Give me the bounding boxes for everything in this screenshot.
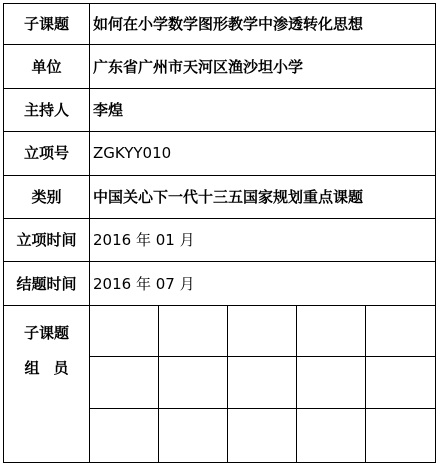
project-info-table: [3, 3, 436, 463]
member-slot: [366, 305, 436, 357]
row-end-date: [4, 262, 436, 305]
host-value: 李煌: [90, 88, 436, 131]
start-date-label: 立项时间: [4, 218, 90, 261]
members-label-line1: 子课题: [23, 323, 69, 342]
members-label-cell: [4, 305, 90, 462]
member-slot: [90, 305, 159, 357]
member-slot: [366, 357, 436, 409]
member-slot: [159, 409, 228, 463]
member-slot: [90, 357, 159, 409]
members-label-line2: 组员: [24, 358, 83, 377]
unit-label: 单位: [4, 45, 90, 88]
project-number-label: 立项号: [4, 132, 90, 175]
member-slot: [297, 305, 366, 357]
member-slot: [366, 409, 436, 463]
row-project-number: [4, 132, 436, 175]
member-slot: [228, 409, 297, 463]
member-slot: [159, 357, 228, 409]
member-slot: [159, 305, 228, 357]
row-start-date: [4, 218, 436, 261]
subtopic-value: 如何在小学数学图形教学中渗透转化思想: [90, 4, 436, 45]
category-label: 类别: [4, 175, 90, 218]
end-date-value: 2016 年 07 月: [90, 262, 436, 305]
member-slot: [228, 357, 297, 409]
member-slot: [90, 409, 159, 463]
unit-value: 广东省广州市天河区渔沙坦小学: [90, 45, 436, 88]
member-row: [4, 305, 436, 357]
row-subtopic: [4, 4, 436, 45]
row-unit: [4, 45, 436, 88]
member-slot: [297, 409, 366, 463]
end-date-label: 结题时间: [4, 262, 90, 305]
member-slot: [228, 305, 297, 357]
member-slot: [297, 357, 366, 409]
start-date-value: 2016 年 01 月: [90, 218, 436, 261]
subtopic-label: 子课题: [4, 4, 90, 45]
host-label: 主持人: [4, 88, 90, 131]
category-value: 中国关心下一代十三五国家规划重点课题: [90, 175, 436, 218]
project-number-value: ZGKYY010: [90, 132, 436, 175]
row-category: [4, 175, 436, 218]
row-host: [4, 88, 436, 131]
